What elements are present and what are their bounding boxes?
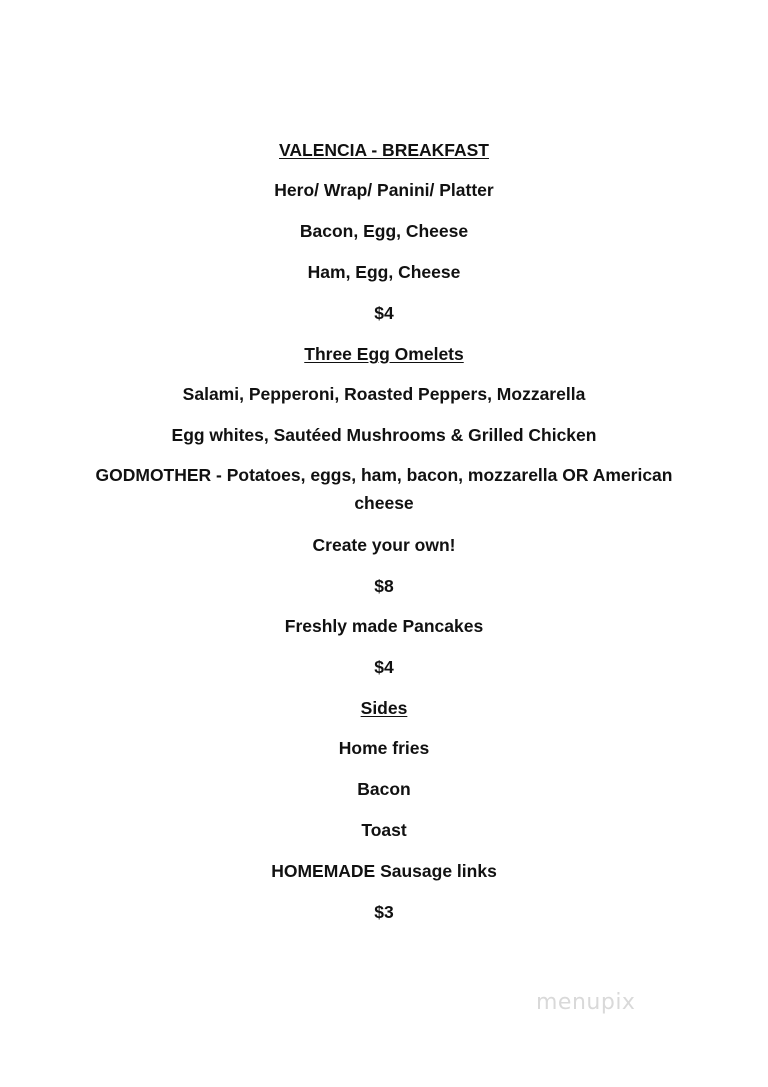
sides-price: $3 bbox=[374, 902, 394, 922]
omelet-salami: Salami, Pepperoni, Roasted Peppers, Mozzarella bbox=[182, 384, 586, 404]
pancakes-item: Freshly made Pancakes bbox=[284, 616, 484, 636]
omelets-heading: Three Egg Omelets bbox=[304, 344, 464, 364]
menu-item-bacon-egg-cheese: Bacon, Egg, Cheese bbox=[299, 221, 469, 241]
side-sausage-links: HOMEMADE Sausage links bbox=[271, 861, 497, 881]
side-home-fries: Home fries bbox=[338, 738, 430, 758]
sides-heading: Sides bbox=[360, 698, 408, 718]
menupix-watermark: menupix bbox=[536, 990, 636, 1015]
menu-title: VALENCIA - BREAKFAST bbox=[279, 140, 489, 160]
hero-price: $4 bbox=[374, 303, 394, 323]
side-bacon: Bacon bbox=[357, 779, 411, 799]
menu-item-ham-egg-cheese: Ham, Egg, Cheese bbox=[307, 262, 461, 282]
omelet-create-your-own: Create your own! bbox=[312, 535, 456, 555]
omelet-godmother: GODMOTHER - Potatoes, eggs, ham, bacon, mozzarella OR American cheese bbox=[95, 465, 673, 513]
side-toast: Toast bbox=[361, 820, 407, 840]
hero-options: Hero/ Wrap/ Panini/ Platter bbox=[274, 180, 494, 200]
omelets-price: $8 bbox=[374, 576, 394, 596]
pancakes-price: $4 bbox=[374, 657, 394, 677]
omelet-egg-whites: Egg whites, Sautéed Mushrooms & Grilled Chicken bbox=[171, 425, 597, 445]
